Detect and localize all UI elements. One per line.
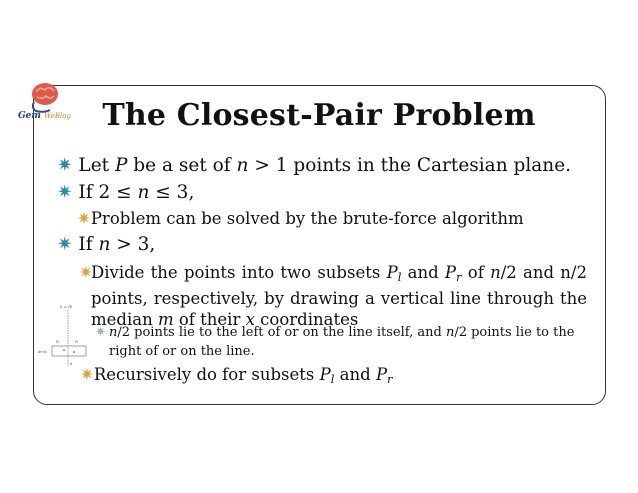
bullet-small-case: ✷ If 2 ≤ n ≤ 3, [57,182,195,203]
bullet-star-icon: ✷ [57,234,73,255]
bullet-point-set: ✷ Let P be a set of n > 1 points in the Cartesian plane. [57,155,572,176]
diagram-pl-label: Pl [56,340,60,344]
slide-title: The Closest-Pair Problem [102,98,536,133]
bullet-large-case: ✷ If n > 3, [57,234,156,255]
bullet-divide-points: ✷ Divide the points into two subsets $P_l$ and $P_r$ of n/2 and n/2 points, respectively, by drawing a vertical line through the median m of their x coordinates [79,263,587,329]
diagram-point [73,351,75,353]
diagram-pr-label: Pr [75,340,79,344]
bullet-star-icon: ✷ [57,182,73,203]
closest-pair-diagram [38,300,98,370]
diagram-strip [52,346,86,356]
bullet-brute-force: ✷Problem can be solved by the brute-force algorithm [77,209,524,228]
bullet-star-icon: ✷ [79,263,93,282]
diagram-dmin-label: dmin [38,350,47,354]
bullet-star-icon: ✷ [95,325,106,340]
bullet-star-icon: ✷ [77,209,91,228]
bullet-points-split: ✷ n/2 points lie to the left of or on the line itself, and n/2 points lie to the right of or on the line. [95,325,575,359]
bullet-star-icon: ✷ [57,155,73,176]
diagram-median-label: x = m [60,304,73,309]
diagram-d-label: d [70,362,73,366]
bullet-recursion: ✷Recursively do for subsets $P_l$ and $P_r$ [80,365,393,386]
diagram-point [63,349,65,351]
logo-brand: Gem [18,111,41,121]
bullet-star-icon: ✷ [80,365,94,384]
logo-tagline: WeBlog [44,112,71,120]
